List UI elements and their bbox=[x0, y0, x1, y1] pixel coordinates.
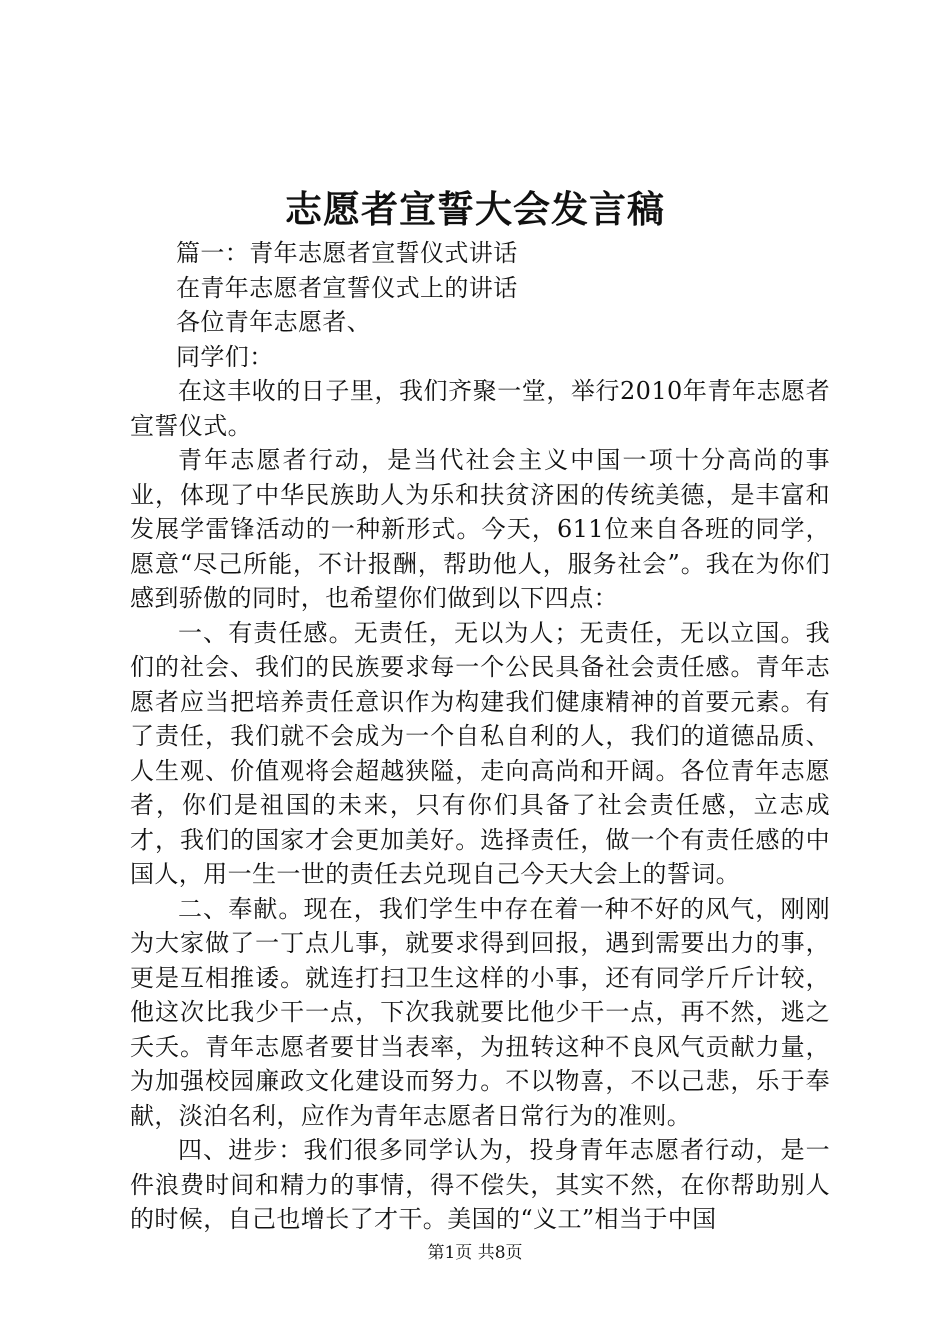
page-footer: 第1页 共8页 bbox=[427, 1243, 523, 1263]
paragraph-introduction: 青年志愿者行动，是当代社会主义中国一项十分高尚的事业，体现了中华民族助人为乐和扶贫济困的传统美德，是丰富和发展学雷锋活动的一种新形式。今天，611位来自各班的同学，愿意“尽己所能，不计报酬，帮助他人，服务社会”。我在为你们感到骄傲的同时，也希望你们做到以下四点： bbox=[130, 446, 830, 612]
paragraph-point-dedication: 二、奉献。现在，我们学生中存在着一种不好的风气，刚刚为大家做了一丁点儿事，就要求得到回报，遇到需要出力的事，更是互相推诿。就连打扫卫生这样的小事，还有同学斤斤计较，他这次比我少干一点，下次我就要比他少干一点，再不然，逃之夭夭。青年志愿者要甘当表率，为扭转这种不良风气贡献力量，为加强校园廉政文化建设而努力。不以物喜，不以己悲，乐于奉献，淡泊名利，应作为青年志愿者日常行为的准则。 bbox=[130, 894, 830, 1130]
paragraph-point-responsibility: 一、有责任感。无责任，无以为人；无责任，无以立国。我们的社会、我们的民族要求每一个公民具备社会责任感。青年志愿者应当把培养责任意识作为构建我们健康精神的首要元素。有了责任，我们就不会成为一个自私自利的人，我们的道德品质、人生观、价值观将会超越狭隘，走向高尚和开阔。各位青年志愿者，你们是祖国的未来，只有你们具备了社会责任感，立志成才，我们的国家才会更加美好。选择责任，做一个有责任感的中国人，用一生一世的责任去兑现自己今天大会上的誓词。 bbox=[130, 618, 830, 888]
paragraph-heading: 篇一：青年志愿者宣誓仪式讲话 bbox=[176, 239, 518, 267]
document-title: 志愿者宣誓大会发言稿 bbox=[285, 187, 665, 231]
paragraph-salutation-2: 同学们： bbox=[176, 342, 274, 371]
paragraph-point-progress: 四、进步：我们很多同学认为，投身青年志愿者行动，是一件浪费时间和精力的事情，得不偿失，其实不然，在你帮助别人的时候，自己也增长了才干。美国的“义工”相当于中国 bbox=[130, 1136, 830, 1233]
document-body bbox=[130, 236, 830, 1237]
paragraph-salutation-1: 各位青年志愿者、 bbox=[176, 308, 372, 336]
paragraph-opening: 在这丰收的日子里，我们齐聚一堂，举行2010年青年志愿者宣誓仪式。 bbox=[130, 377, 830, 440]
paragraph-speech-title: 在青年志愿者宣誓仪式上的讲话 bbox=[176, 273, 518, 302]
